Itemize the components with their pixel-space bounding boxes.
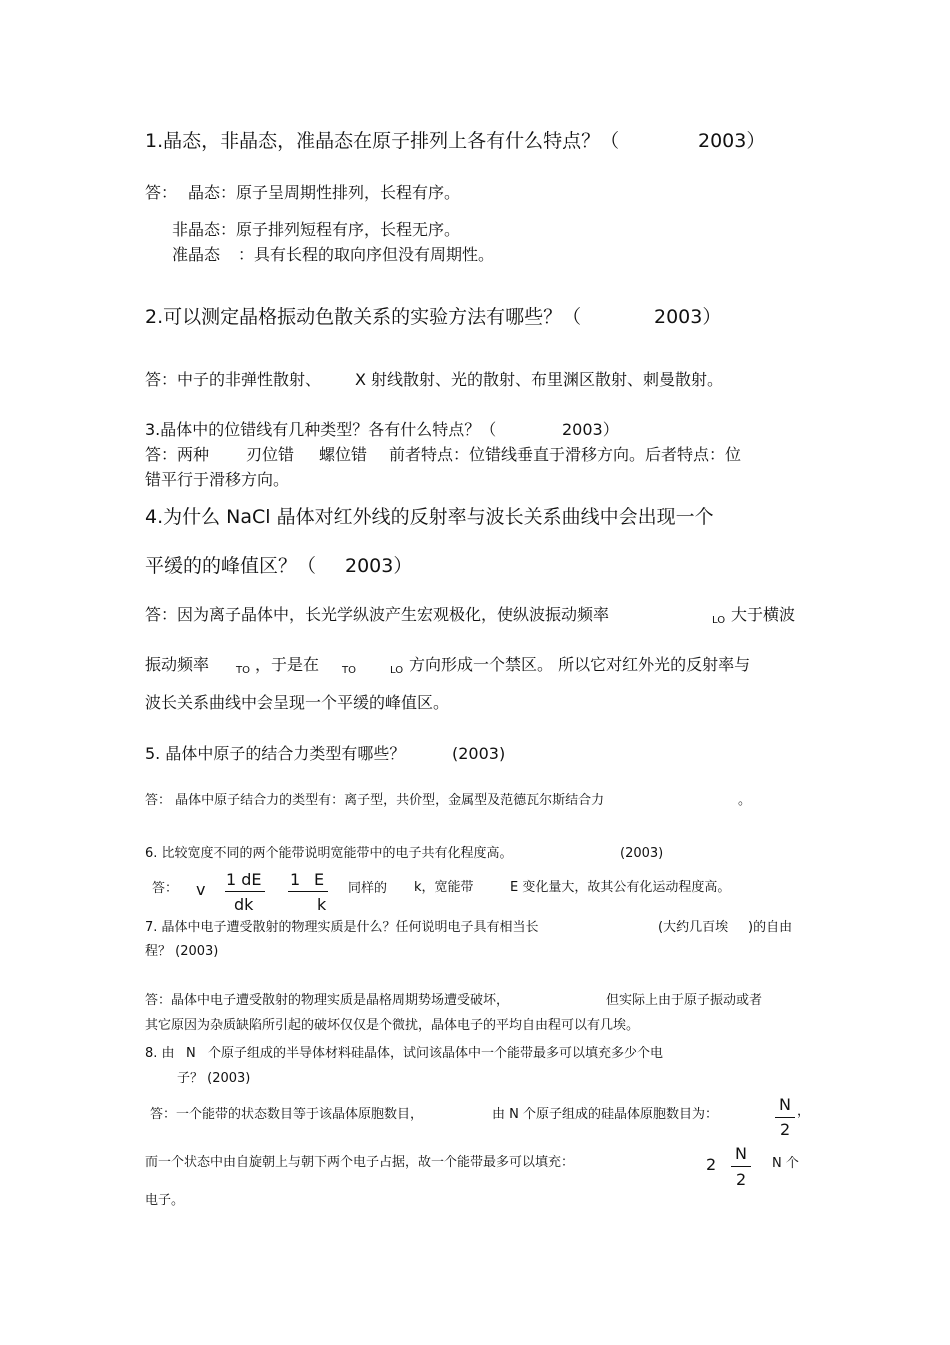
q6-v: v (196, 880, 206, 899)
q8-answer-line2: 而一个状态中由自旋朝上与朝下两个电子占据，故一个能带最多可以填充： (145, 1155, 575, 1170)
q4-answer-line1: 答：因为离子晶体中，长光学纵波产生宏观极化，使纵波振动频率 (145, 605, 610, 624)
q5-answer-end: 。 (738, 793, 752, 808)
q6-frac2-num-1: 1 (290, 870, 301, 889)
q4-omega-lo-sub-2: LO (390, 665, 404, 676)
q7-answer-line1: 答：晶体中电子遭受散射的物理实质是晶格周期势场遭受破坏， (145, 993, 510, 1008)
q1-title: 1.晶态，非晶态，准晶态在原子排列上各有什么特点？（ (145, 130, 620, 152)
q7-title-line1-b: (大约几百埃 (658, 920, 729, 935)
q1-year: 2003） (698, 130, 766, 152)
q7-answer-line1-b: 但实际上由于原子振动或者 (606, 993, 763, 1008)
q4-answer-line3: 波长关系曲线中会呈现一个平缓的峰值区。 (145, 693, 450, 712)
q6-answer-k: k，宽能带 (414, 880, 474, 895)
q8-frac2-num: N (735, 1144, 747, 1163)
q4-omega-lo-sub: LO (712, 615, 726, 626)
q6-year: (2003) (620, 846, 664, 861)
q3-answer-b: 刃位错 (246, 445, 295, 464)
q5-title: 5. 晶体中原子的结合力类型有哪些？ (145, 744, 406, 763)
q7-title-line2: 程？ (2003) (145, 944, 219, 959)
q8-answer-line1-a: 答：一个能带的状态数目等于该晶体原胞数目， (150, 1107, 424, 1122)
q4-title-line1: 4.为什么 NaCl 晶体对红外线的反射率与波长关系曲线中会出现一个 (145, 506, 714, 528)
q3-title: 3.晶体中的位错线有几种类型？各有什么特点？（ (145, 420, 497, 439)
q8-title-line1: 个原子组成的半导体材料硅晶体，试问该晶体中一个能带最多可以填充多少个电 (208, 1046, 664, 1061)
q6-frac1-bar (225, 891, 265, 892)
q1-answer-line3-label: 准晶态 (172, 245, 221, 264)
q3-answer-a: 答：两种 (145, 445, 210, 464)
q6-answer-prefix: 答： (152, 881, 179, 896)
q6-frac2-num-e: E (314, 870, 325, 889)
q2-answer-a: 答：中子的非弹性散射、 (145, 370, 322, 389)
q7-answer-line2: 其它原因为杂质缺陷所引起的破坏仅仅是个微扰，晶体电子的平均自由程可以有几埃。 (145, 1018, 640, 1033)
q3-year: 2003） (562, 420, 619, 439)
q8-frac2-bar (731, 1166, 751, 1167)
q6-frac2-bar (288, 891, 328, 892)
q1-answer-line2: 非晶态：原子排列短程有序，长程无序。 (172, 220, 461, 239)
q2-title: 2.可以测定晶格振动色散关系的实验方法有哪些？（ (145, 306, 582, 328)
q6-title: 6. 比较宽度不同的两个能带说明宽能带中的电子共有化程度高。 (145, 846, 513, 861)
q5-answer: 答： 晶体中原子结合力的类型有：离子型，共价型，金属型及范德瓦尔斯结合力 (145, 793, 605, 808)
q8-title-start: 8. 由 (145, 1046, 175, 1061)
q8-answer-line1-b: 由 N 个原子组成的硅晶体原胞数目为： (492, 1107, 718, 1122)
q4-answer-line2-mid: ，于是在 (255, 655, 320, 674)
q1-answer-line3: ：具有长程的取向序但没有周期性。 (238, 245, 495, 264)
q4-answer-line2-end: 方向形成一个禁区。 所以它对红外光的反射率与 (409, 655, 751, 674)
q2-year: 2003） (654, 306, 722, 328)
q3-answer-c: 螺位错 (319, 445, 368, 464)
q8-frac1-num: N (779, 1095, 791, 1114)
q7-title-line1: 7. 晶体中电子遭受散射的物理实质是什么？任何说明电子具有相当长 (145, 920, 539, 935)
q8-answer-two: 2 (706, 1155, 717, 1174)
q8-answer-comma: ， (797, 1104, 811, 1119)
q3-answer-e: 错平行于滑移方向。 (145, 470, 290, 489)
q1-answer-line1: 晶态：原子呈周期性排列，长程有序。 (188, 183, 461, 202)
q7-title-line1-c: )的自由 (748, 920, 793, 935)
q8-answer-n-tail: N 个 (772, 1156, 799, 1171)
q8-title-n: N (186, 1046, 196, 1061)
q5-year: (2003) (452, 744, 506, 763)
q3-answer-d: 前者特点：位错线垂直于滑移方向。后者特点：位 (389, 445, 742, 464)
q4-omega-to-sub-2: TO (342, 665, 356, 676)
q6-frac1-den: dk (234, 895, 254, 914)
q4-answer-line2-start: 振动频率 (145, 655, 210, 674)
q4-year: 2003） (345, 555, 413, 577)
q4-omega-to-sub-1: TO (236, 665, 250, 676)
q8-answer-line3: 电子。 (145, 1193, 185, 1208)
q8-title-line2: 子？ (2003) (177, 1071, 251, 1086)
q8-frac1-bar (775, 1117, 795, 1118)
q8-frac2-den: 2 (736, 1170, 747, 1189)
q6-answer-a: 同样的 (348, 881, 388, 896)
q1-answer-prefix: 答： (145, 183, 178, 202)
q6-frac2-den: k (317, 895, 327, 914)
q6-frac1-num: 1 dE (226, 870, 262, 889)
q8-frac1-den: 2 (780, 1120, 791, 1139)
q4-answer-line1-end: 大于横波 (731, 605, 796, 624)
q6-answer-e: E 变化量大，故其公有化运动程度高。 (510, 880, 731, 895)
q4-title-line2: 平缓的的峰值区？（ (145, 555, 317, 577)
q2-answer-b: X 射线散射、光的散射、布里渊区散射、刺曼散射。 (355, 370, 724, 389)
